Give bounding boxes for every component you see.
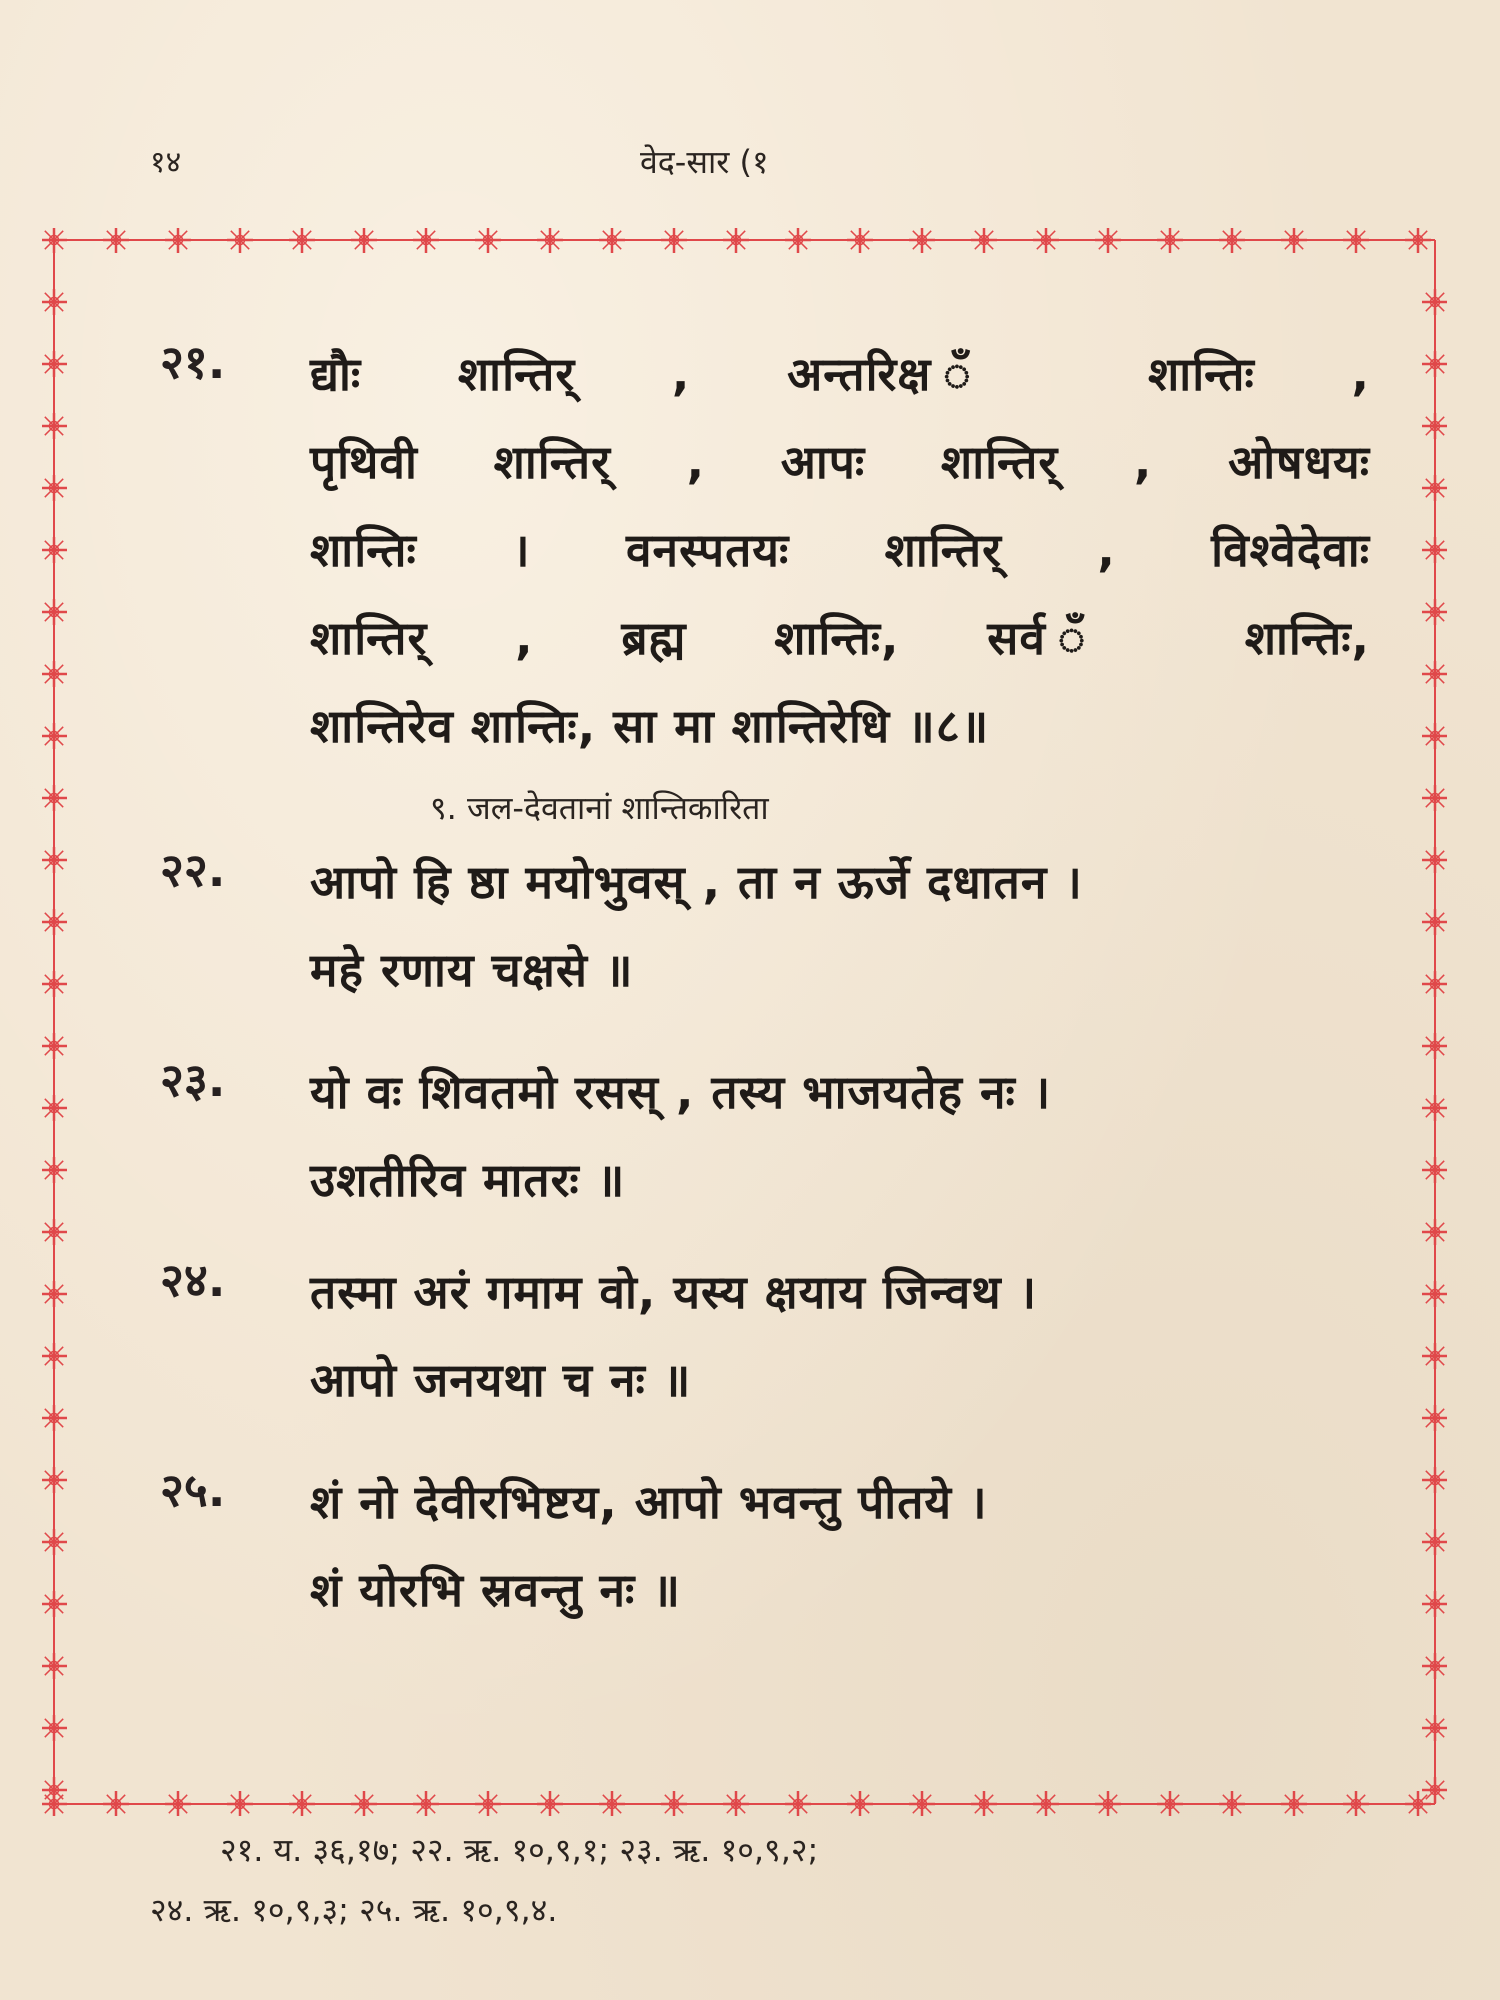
border-ornament (1157, 1791, 1183, 1816)
border-ornament (1422, 351, 1447, 377)
border-ornament (1422, 785, 1447, 811)
border-ornament (42, 1281, 67, 1307)
reference-line: २४. ऋ. १०,९,३; २५. ऋ. १०,९,४. (150, 1891, 558, 1929)
border-ornament (165, 228, 191, 253)
border-ornament (599, 1791, 625, 1816)
verse-number: २५. (160, 1463, 226, 1517)
border-ornament (42, 1715, 67, 1741)
border-ornament (1422, 537, 1447, 563)
border-ornament (42, 1653, 67, 1679)
border-ornament (1095, 228, 1121, 253)
border-ornament (661, 1791, 687, 1816)
border-ornament (1405, 228, 1431, 253)
border-ornament (909, 228, 935, 253)
border-ornament (165, 1791, 191, 1816)
border-ornament (1422, 1529, 1447, 1555)
border-ornament (42, 1033, 67, 1059)
border-ornament (1422, 1219, 1447, 1245)
border-ornament (289, 228, 315, 253)
border-ornament (1422, 1033, 1447, 1059)
border-ornament (971, 1791, 997, 1816)
verse-24 (160, 1248, 1370, 1458)
border-ornament (42, 475, 67, 501)
verse-line: यो वः शिवतमो रसस् , तस्य भाजयतेह नः । (310, 1065, 1052, 1119)
border-ornament (42, 971, 67, 997)
border-ornament (42, 785, 67, 811)
border-ornament (1422, 1653, 1447, 1679)
border-ornament (1281, 228, 1307, 253)
border-ornament (1157, 228, 1183, 253)
border-ornament (1422, 475, 1447, 501)
border-ornament (227, 1791, 253, 1816)
border-ornament (42, 1591, 67, 1617)
page-header (0, 140, 1500, 190)
border-ornament (42, 1343, 67, 1369)
border-ornament (1422, 909, 1447, 935)
reference-line: २१. य. ३६,१७; २२. ऋ. १०,९,१; २३. ऋ. १०,९,२; (220, 1831, 819, 1869)
border-ornament (1422, 1157, 1447, 1183)
border-ornament (42, 1219, 67, 1245)
verse-line: शं योरभि स्रवन्तु नः ॥ (310, 1563, 681, 1617)
border-ornament (42, 289, 67, 315)
verse-line: आपो हि ष्ठा मयोभुवस् , ता न ऊर्जे दधातन । (310, 855, 1083, 909)
verse-23 (160, 1048, 1370, 1248)
verse-line: द्यौः शान्तिर् , अन्तरिक्ष ॅं शान्तिः , (310, 347, 1370, 401)
border-ornament (351, 228, 377, 253)
border-ornament (103, 228, 129, 253)
references-footnote (150, 1820, 1390, 1940)
border-ornament (1281, 1791, 1307, 1816)
page-number: १४ (150, 145, 182, 180)
border-ornament (537, 228, 563, 253)
border-ornament (1422, 1777, 1447, 1803)
border-ornament (42, 413, 67, 439)
border-ornament (1219, 1791, 1245, 1816)
verse-number: २३. (160, 1053, 226, 1107)
border-ornament (42, 1095, 67, 1121)
border-ornament (42, 847, 67, 873)
border-ornament (42, 723, 67, 749)
border-ornament (1405, 1791, 1431, 1816)
verse-25 (160, 1458, 1370, 1658)
border-ornament (971, 228, 997, 253)
border-ornament (42, 661, 67, 687)
verse-lines (310, 330, 1370, 770)
section-heading: ९. जल-देवतानां शान्तिकारिता (430, 789, 769, 827)
border-ornament (475, 228, 501, 253)
verse-22 (160, 838, 1370, 1048)
verse-line: शं नो देवीरभिष्टय, आपो भवन्तु पीतये । (310, 1475, 988, 1529)
verse-number: २१. (160, 335, 226, 389)
verse-line: आपो जनयथा च नः ॥ (310, 1353, 692, 1407)
border-ornament (1422, 1405, 1447, 1431)
main-text (160, 330, 1370, 1658)
border-ornament (1033, 1791, 1059, 1816)
border-ornament (1422, 1591, 1447, 1617)
verse-lines (310, 1248, 1370, 1424)
border-ornament (1422, 1095, 1447, 1121)
verse-number: २४. (160, 1253, 226, 1307)
verse-lines (310, 838, 1370, 1014)
border-ornament (1422, 1281, 1447, 1307)
border-ornament (42, 537, 67, 563)
border-ornament (413, 1791, 439, 1816)
border-ornament (1422, 1715, 1447, 1741)
verse-line: शान्तिर् , ब्रह्म शान्तिः, सर्व ॅं शान्तिः, (310, 611, 1370, 665)
border-ornament (42, 599, 67, 625)
border-ornament (1422, 413, 1447, 439)
border-ornament (785, 1791, 811, 1816)
border-ornament (42, 1405, 67, 1431)
verse-lines (310, 1458, 1370, 1634)
border-ornament (42, 1777, 67, 1803)
border-ornament (847, 228, 873, 253)
border-ornament (1422, 971, 1447, 997)
border-ornament (1422, 289, 1447, 315)
border-ornament (227, 228, 253, 253)
border-ornament (351, 1791, 377, 1816)
border-ornament (661, 228, 687, 253)
border-ornament (1422, 1343, 1447, 1369)
verse-line: शान्तिरेव शान्तिः, सा मा शान्तिरेधि ॥८॥ (310, 699, 990, 753)
border-ornament (1095, 1791, 1121, 1816)
border-ornament (42, 1529, 67, 1555)
verse-line: महे रणाय चक्षसे ॥ (310, 943, 634, 997)
running-title: वेद-सार (१ (640, 143, 769, 181)
border-ornament (42, 1157, 67, 1183)
border-ornament (1422, 1467, 1447, 1493)
border-ornament (42, 351, 67, 377)
border-ornament (475, 1791, 501, 1816)
border-ornament (42, 1467, 67, 1493)
border-ornament (785, 228, 811, 253)
border-ornament (103, 1791, 129, 1816)
verse-lines (310, 1048, 1370, 1224)
border-ornament (723, 1791, 749, 1816)
border-ornament (599, 228, 625, 253)
border-ornament (1422, 847, 1447, 873)
verse-line: तस्मा अरं गमाम वो, यस्य क्षयाय जिन्वथ । (310, 1265, 1038, 1319)
border-ornament (413, 228, 439, 253)
verse-line: पृथिवी शान्तिर् , आपः शान्तिर् , ओषधयः (310, 435, 1370, 489)
border-ornament (1422, 661, 1447, 687)
border-ornament (1422, 723, 1447, 749)
border-ornament (289, 1791, 315, 1816)
border-ornament (537, 1791, 563, 1816)
border-ornament (909, 1791, 935, 1816)
border-ornament (42, 228, 67, 253)
border-ornament (1422, 599, 1447, 625)
verse-number: २२. (160, 843, 226, 897)
border-ornament (1033, 228, 1059, 253)
border-ornament (42, 909, 67, 935)
border-ornament (847, 1791, 873, 1816)
border-ornament (723, 228, 749, 253)
border-ornament (1343, 1791, 1369, 1816)
verse-21 (160, 330, 1370, 770)
verse-line: उशतीरिव मातरः ॥ (310, 1153, 626, 1207)
border-ornament (1219, 228, 1245, 253)
verse-line: शान्तिः । वनस्पतयः शान्तिर् , विश्वेदेवाः (310, 523, 1370, 577)
border-ornament (1343, 228, 1369, 253)
